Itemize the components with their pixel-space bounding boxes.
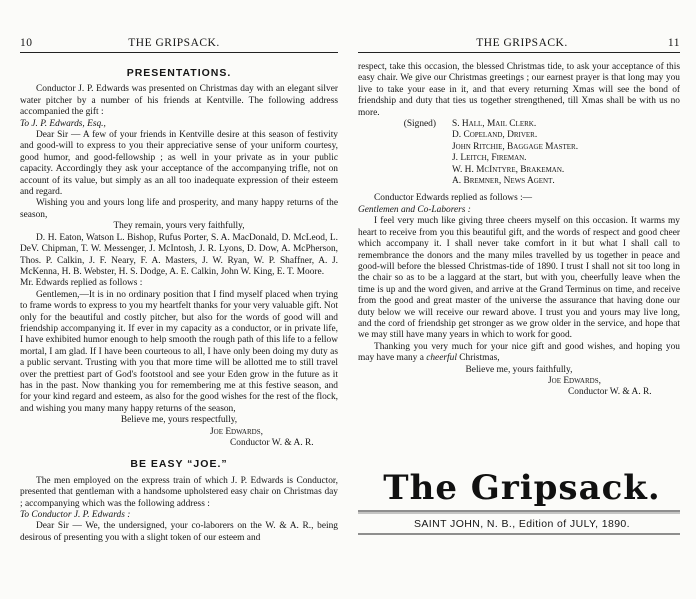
page-number-left: 10 [20,37,33,49]
reply-intro: Conductor Edwards replied as follows :— [374,193,533,204]
signer: D. Copeland, Driver. [452,130,538,141]
presentations-reply-closing: Believe me, yours respectfully, [120,415,238,426]
signer: John Ritchie, Baggage Master. [452,141,579,152]
reply-thanks: Thanking you very much for your nice gift and good wishes, and hoping you may have many a cheerful Christmas, [358,341,680,364]
reply-closing: Believe me, yours faithfully, [465,364,573,375]
masthead-title: The Gripsack. [383,468,661,508]
presentations-heading: PRESENTATIONS. [126,67,232,79]
reply-body: I feel very much like giving three cheers myself on this occasion. It warms my heart to receive from you this beautiful gift, and the words of respect and good cheer which accompany it. I shall never take comfort in it but what I shall call to remembrance the donors and the many miles travelled by us together in peace and good-will before the blessed Christmas-tide of 1890. I trust I shall not sit too long in the chair so as to be a laggard at the start, but with you, cheerfully leave when the time is up and the word given, and arrive at the Grand Terminus on time, and receive from the good and great master of the universe the assurance that having done our duty below we will receive our reward above. I trust you and yours may live long, and the cord of friendship get stronger as we grow older in the service, and hope that we may still have many years in which to work for good. [358,216,680,341]
left-column [20,68,338,544]
presentations-address: Dear Sir — A few of your friends in Kentville desire at this season of festivity and good-will to express to you their appreciative sense of your uniform courtesy, good humor, and good-fellowship ; as well in your private as in your public capacity. Accordingly they ask your acceptance of the accompanying trifle, not on account of its value, but simply as an all too inadequate expression of their esteem and regard. [20,130,338,198]
masthead-rule-top [358,510,680,514]
masthead-rule-bottom [358,533,680,535]
presentations-signers: D. H. Eaton, Watson L. Bishop, Rufus Porter, S. A. MacDonald, D. McLeod, L. DeV. Chipman, T. W. Messenger, J. McIntosh, J. R. Lyons, D. Dow, A. McPherson, Thos. P. Calkin, J. F. Neary, F. A. Masters, J. W. Ryan, W. P. Shaffner, A. J. McKenna, H. B. Webster, H. S. Dodge, A. E. Calkin, John W. King, E. T. Moore. [20,232,338,277]
address-continuation: respect, take this occasion, the blessed Christmas tide, to ask your acceptance of this easy chair. We give our Christmas greetings ; our earnest prayer is that long may you live to take your ease in it, and that every returning Xmas will see the bond of friendship and duty that ties us together strengthened, till Xmas shall be with us no more. [358,62,680,118]
presentations-signature-title: Conductor W. & A. R. [230,438,314,448]
signer: W. H. McIntyre, Brakeman. [452,164,565,175]
page-number-right: 11 [667,37,680,49]
running-title-right: THE GRIPSACK. [476,37,568,49]
reply-salutation: Gentlemen and Co-Laborers : [358,204,471,215]
signer: A. Bremner, News Agent. [452,176,555,187]
header-rule-left [20,52,338,53]
header-rule-right [358,52,680,53]
presentations-signature-name: Joe Edwards, [210,426,263,437]
signer: S. Hall, Mail Clerk. [452,119,537,130]
reply-signature-name: Joe Edwards, [548,375,601,386]
presentations-intro: Conductor J. P. Edwards was presented on Christmas day with an elegant silver water pitcher by a number of his friends at Kentville. The following address accompanied the gift : [20,84,338,118]
presentations-salutation: To J. P. Edwards, Esq., [20,118,106,129]
signer-list [452,119,578,187]
edition-line: SAINT JOHN, N. B., Edition of JULY, 1890. [414,518,630,530]
be-easy-salutation: To Conductor J. P. Edwards : [20,510,131,521]
presentations-wishes: Wishing you and yours long life and prosperity, and many happy returns of the season, [20,198,338,220]
be-easy-heading: BE EASY “JOE.” [130,458,228,471]
presentations-closing: They remain, yours very faithfully, [113,221,245,232]
running-title-left: THE GRIPSACK. [128,37,220,49]
be-easy-body-start: Dear Sir — We, the undersigned, your co-laborers on the W. & A. R., being desirous of presenting you with a slight token of our esteem and [20,521,338,543]
presentations-reply: Gentlemen,—It is in no ordinary position that I find myself placed when trying to frame words to express to you my heartfelt thanks for your very valuable gift. Not only for the beautiful and costly pitcher, but also for the words of good will and friendship accompanying it. If ever in my capacity as a conductor, or in private life, I have exhibited humor enough to help smooth the rough path of this life to a fellow mortal, I am glad. If I have been courteous to all, I have only been doing my duty as a public servant. Trusting with you that more time will be allotted me to still travel over the prettiest part of God's footstool and see your Eden grow in the future as it has in the past. Now thanking you for remembering me at this festive season, and for your kind regard and esteem, as also for the good wishes for the rest of the flock, and wishing you many many happy returns of the season, [20,289,338,414]
be-easy-intro: The men employed on the express train of which J. P. Edwards is Conductor, presented that gentleman with a handsome upholstered easy chair on Christmas day ; accompanying which was the following address : [20,475,338,509]
right-column [358,62,680,399]
address-signatures [358,119,680,187]
signer: J. Leitch, Fireman. [452,153,527,164]
signed-label: (Signed) [403,119,436,130]
right-page [348,0,696,599]
reply-signature-title: Conductor W. & A. R. [568,387,652,398]
presentations-reply-intro: Mr. Edwards replied as follows : [20,278,143,289]
